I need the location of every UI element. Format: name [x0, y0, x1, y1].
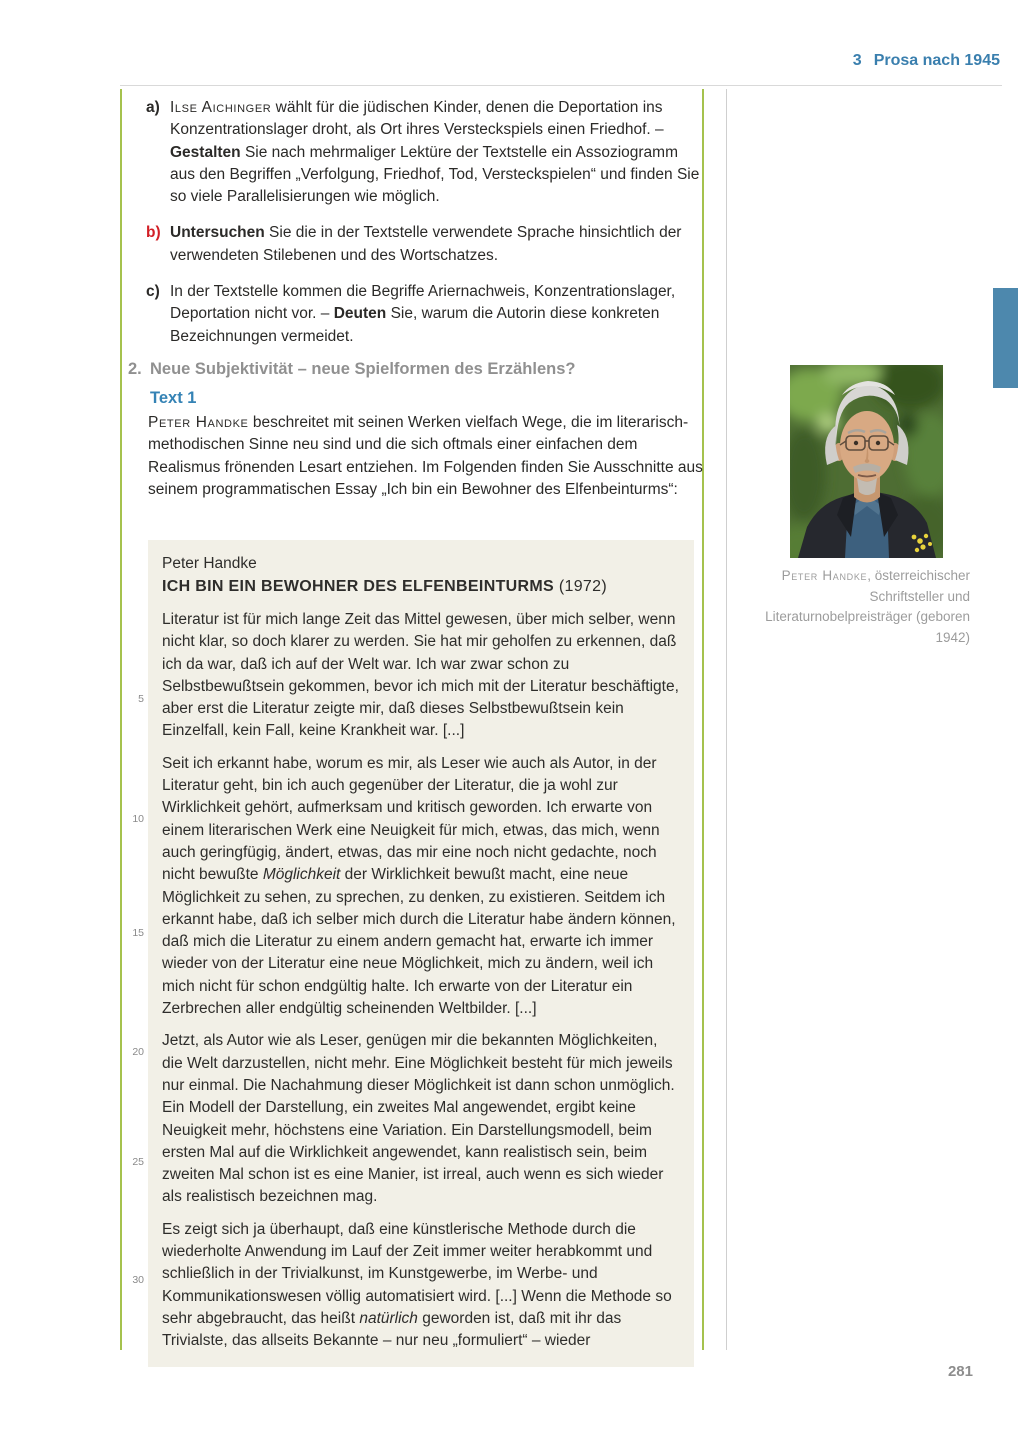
- section-heading: [128, 360, 698, 379]
- task-operator-word: Deuten: [333, 305, 387, 323]
- task-text-segment: Sie die in der Textstelle verwendete Sprache hinsichtlich der verwendeten Stilebenen und des Wortschatzes.: [170, 224, 682, 264]
- section-number: 2.: [128, 360, 142, 378]
- task-list: [146, 97, 704, 362]
- running-head: [853, 52, 1000, 70]
- paragraph-italic-word: natürlich: [359, 1309, 418, 1327]
- line-number-20: 20: [132, 1046, 144, 1058]
- paragraph-segment: Seit ich erkannt habe, worum es mir, als Leser wie auch als Autor, in der Literatur geht, bin ich auch gegenüber der Literatur, die ja wohl zur Wirklichkeit gehört, aufmerksam und kritisch geworden. Ich erwarte von einem literarischen Werk eine Neuigkeit für mich, etwas, das mich, wenn auch geringfügig, ändert, etwas, das mir eine noch nicht gedachte, noch nicht bewußte: [162, 754, 660, 884]
- author-name-smallcaps: Ilse Aichinger: [170, 99, 272, 116]
- excerpt-paragraph-1: Literatur ist für mich lange Zeit das Mittel gewesen, über mich selber, wenn nicht klar, so doch klarer zu werden. Sie hat mir geholfen zu erkennen, daß ich da war, daß ich auf der Welt war. Ich war zwar schon zu Selbstbewußtsein gekommen, bevor ich mich mit der Literatur beschäftigte, aber erst die Literatur zeigte mir, daß dieses Selbstbewußtsein kein Einzelfall, kein Fall, keine Krankheit war. [...]: [162, 611, 679, 740]
- task-text-segment: Sie, warum die Autorin diese konkreten Bezeichnungen vermeidet.: [170, 305, 660, 345]
- task-label-c: c): [146, 283, 160, 301]
- text-label: Text 1: [150, 389, 197, 407]
- task-operator-word: Untersuchen: [170, 224, 265, 242]
- line-number-30: 30: [132, 1274, 144, 1286]
- chapter-number: 3: [852, 52, 862, 69]
- task-item-a: [146, 97, 704, 208]
- chapter-title: Prosa nach 1945: [873, 52, 1000, 69]
- caption-text: , österreichischer Schriftsteller und Literaturnobelpreisträger (geboren 1942): [765, 568, 970, 645]
- author-name-smallcaps: Peter Handke: [148, 414, 249, 431]
- task-item-c: [146, 281, 704, 348]
- task-text-segment: Sie nach mehrmaliger Lektüre der Textstelle ein Assoziogramm aus den Begriffen „Verfolgung, Friedhof, Tod, Versteckspielen“ und finden Sie so viele Parallelisierungen wie möglich.: [170, 143, 700, 206]
- column-divider-rule: [726, 89, 727, 1350]
- task-operator-word: Gestalten: [170, 143, 241, 161]
- line-number-15: 15: [132, 927, 144, 939]
- section-title: Neue Subjektivität – neue Spielformen des Erzählens?: [150, 360, 576, 378]
- page-number: 281: [947, 1363, 973, 1380]
- task-item-b: [146, 222, 704, 267]
- excerpt-title-text: ICH BIN EIN BEWOHNER DES ELFENBEINTURMS: [162, 578, 555, 595]
- excerpt-paragraph-2: [162, 753, 682, 1021]
- paragraph-segment: geworden ist, daß mit ihr das Trivialste, das allseits Bekannte – nur neu „formuliert“ – wieder: [162, 1309, 622, 1350]
- task-label-b: b): [146, 224, 161, 242]
- excerpt-paragraph-3: Jetzt, als Autor wie als Leser, genügen mir die bekannten Möglichkeiten, die Welt darzustellen, nicht mehr. Eine Möglichkeit besteht für mich jeweils nur einmal. Die Nachahmung dieser Möglichkeit ist dann schon unmöglich. Ein Modell der Darstellung, ein zweites Mal angewendet, ergibt keine Neuigkeit mehr, höchstens eine Variation. Ein Darstellungsmodell, beim ersten Mal auf die Wirklichkeit angewendet, kann realistisch sein, beim zweiten Mal schon ist es eine Manier, ist irreal, auch wenn es sich wieder als realistisch bezeichnen mag.: [162, 1032, 675, 1206]
- task-text-b: [170, 222, 704, 267]
- header-rule: [120, 85, 1002, 86]
- photo-caption: [758, 566, 970, 648]
- task-text-c: [170, 281, 704, 348]
- peter-handke-photo: [790, 365, 943, 558]
- line-number-25: 25: [132, 1156, 144, 1168]
- excerpt-title: [162, 575, 682, 599]
- chapter-thumb-tab: [993, 288, 1018, 388]
- paragraph-segment: Es zeigt sich ja überhaupt, daß eine künstlerische Methode durch die wiederholte Anwendung im Lauf der Zeit immer weiter herabkommt und schließlich in der Trivialkunst, im Kunstgewerbe, im Werbe- und Kommunikationswesen völlig automatisiert wird. [...] Wenn die Methode so sehr abgebraucht, das heißt: [162, 1220, 672, 1327]
- excerpt-author: Peter Handke: [162, 555, 257, 572]
- green-rule-left: [120, 89, 122, 1350]
- text-excerpt-box: [148, 540, 694, 1367]
- task-text-a: [170, 97, 704, 208]
- caption-name-smallcaps: Peter Handke: [781, 568, 868, 583]
- paragraph-italic-word: Möglichkeit: [262, 866, 341, 884]
- paragraph-segment: der Wirklichkeit bewußt macht, eine neue Möglichkeit zu sehen, zu sprechen, zu denken, zu existieren. Seitdem ich erkannt habe, daß ich selber mich durch die Literatur habe ändern können, daß mich die Literatur zu einem andern gemacht hat, erwarte ich immer wieder von der Literatur eine neue Möglichkeit, mich zu ändern, weil ich mich nicht für schon endgültig halte. Ich erwarte von der Literatur ein Zerbrechen aller endgültig scheinenden Weltbilder. [...]: [162, 866, 676, 1018]
- excerpt-year: (1972): [554, 578, 607, 595]
- line-number-10: 10: [132, 813, 144, 825]
- intro-paragraph: [148, 412, 704, 502]
- task-text-segment: In der Textstelle kommen die Begriffe Ariernachweis, Konzentrationslager, Deportation nicht vor. –: [170, 283, 676, 323]
- task-text-segment: wählt für die jüdischen Kinder, denen die Deportation ins Konzentrationslager droht, als Ort ihres Versteckspiels einen Friedhof. –: [170, 99, 664, 139]
- line-number-5: 5: [138, 693, 144, 705]
- intro-text: beschreitet mit seinen Werken vielfach Wege, die im literarisch-methodischen Sinne neu sind und die sich oftmals einer einfachen dem Realismus frönenden Lesart entziehen. Im Folgenden finden Sie Ausschnitte aus seinem programmatischen Essay „Ich bin ein Bewohner des Elfenbeinturms“:: [148, 414, 703, 499]
- task-label-a: a): [146, 99, 160, 116]
- excerpt-paragraph-4: [162, 1219, 682, 1353]
